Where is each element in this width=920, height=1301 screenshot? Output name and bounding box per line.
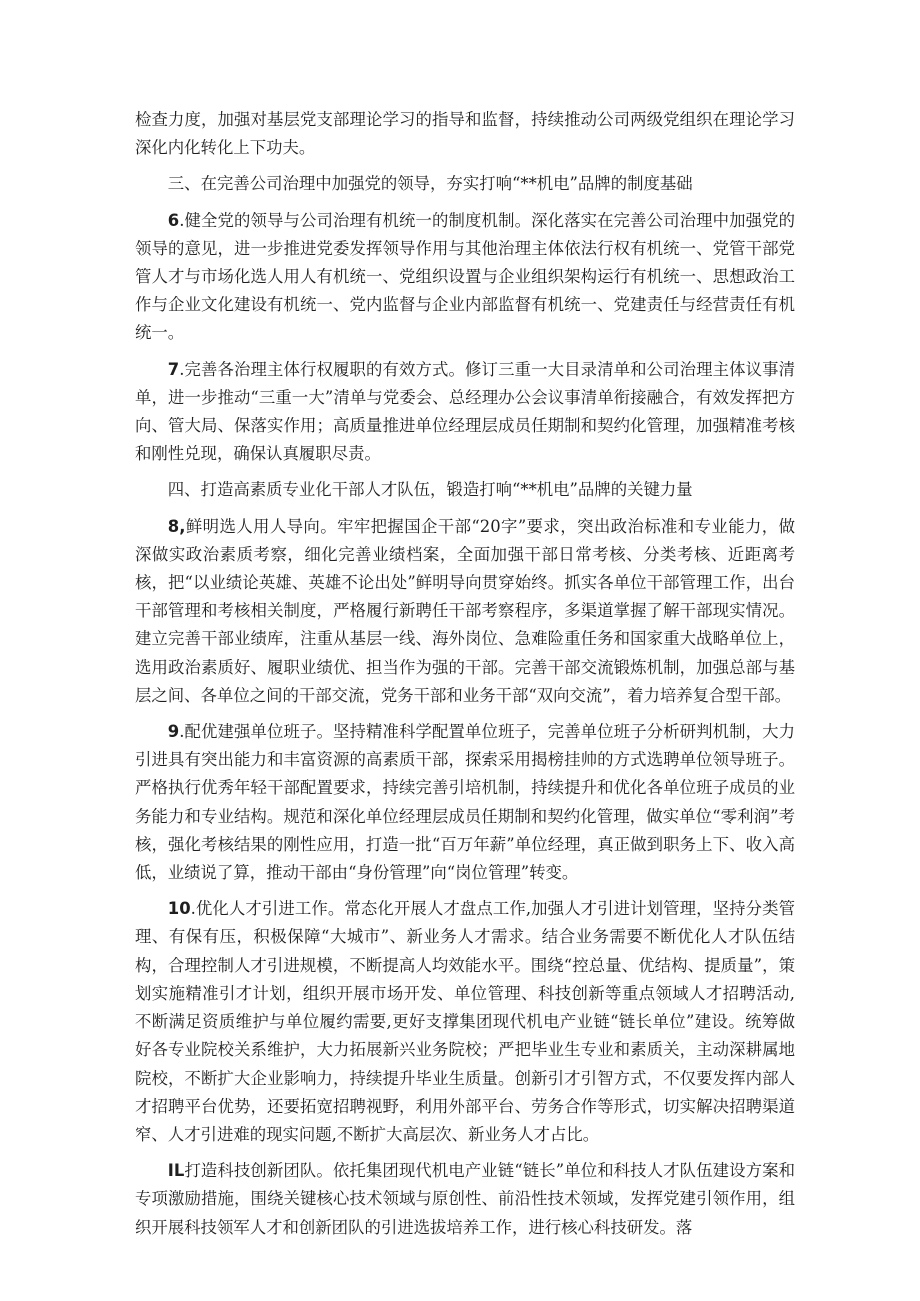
item-9-text: .配优建强单位班子。坚持精准科学配置单位班子，完善单位班子分析研判机制，大力引进具有突出能力和丰富资源的高素质干部，探索采用揭榜挂帅的方式选聘单位领导班子。严格执行优秀年轻干部配置要求，持续完善引培机制，持续提升和优化各单位班子成员的业务能力和专业结构。规范和深化单位经理层成员任期制和契约化管理，做实单位“零利润”考核，强化考核结果的刚性应用，打造一批“百万年薪”单位经理，真正做到职务上下、收入高低，业绩说了算，推动干部由“身份管理”向“岗位管理”转变。 (135, 722, 795, 883)
document-body (135, 106, 795, 1250)
item-8-number: 8, (167, 516, 186, 536)
item-7-paragraph (135, 356, 795, 469)
intro-paragraph: 检查力度，加强对基层党支部理论学习的指导和监督，持续推动公司两级党组织在理论学习深化内化转化上下功夫。 (135, 110, 795, 158)
item-11-text: 打造科技创新团队。依托集团现代机电产业链“链长”单位和科技人才队伍建设方案和专项激励措施，围绕关键核心技术领域与原创性、前沿性技术领域，发挥党建引领作用，组织开展科技领军人才和创新团队的引进选拔培养工作，进行核心科技研发。落 (135, 1161, 795, 1237)
item-8-paragraph (135, 513, 795, 710)
item-7-number: 7 (167, 359, 180, 379)
item-6-text: .健全党的领导与公司治理有机统一的制度机制。深化落实在完善公司治理中加强党的领导的意见，进一步推进党委发挥领导作用与其他治理主体依法行权有机统一、党管干部党管人才与市场化选人用人有机统一、党组织设置与企业组织架构运行有机统一、思想政治工作与企业文化建设有机统一、党内监督与企业内部监督有机统一、党建责任与经营责任有机统一。 (135, 210, 795, 343)
item-6-paragraph (135, 207, 795, 348)
item-8-text: 鲜明选人用人导向。牢牢把握国企干部“20字”要求，突出政治标准和专业能力，做深做实政治素质考察，细化完善业绩档案，全面加强干部日常考核、分类考核、近距离考核，把“以业绩论英雄、英雄不论出处”鲜明导向贯穿始终。抓实各单位干部管理工作，出台干部管理和考核相关制度，严格履行新聘任干部考察程序，多渠道掌握了解干部现实情况。建立完善干部业绩库，注重从基层一线、海外岗位、急难险重任务和国家重大战略单位上，选用政治素质好、履职业绩优、担当作为强的干部。完善干部交流锻炼机制，加强总部与基层之间、各单位之间的干部交流，党务干部和业务干部“双向交流”，着力培养复合型干部。 (135, 516, 795, 705)
item-10-number: 10 (167, 899, 191, 919)
section-3-heading: 三、在完善公司治理中加强党的领导，夯实打响“**机电”品牌的制度基础 (167, 174, 693, 194)
item-10-paragraph (135, 895, 795, 1149)
item-9-number: 9 (167, 722, 180, 742)
item-11-number: IL (167, 1161, 185, 1181)
item-7-text: .完善各治理主体行权履职的有效方式。修订三重一大目录清单和公司治理主体议事清单，进一步推动“三重一大”清单与党委会、总经理办公会议事清单衔接融合，有效发挥把方向、管大局、保落实作用；高质量推进单位经理层成员任期制和契约化管理，加强精准考核和刚性兑现，确保认真履职尽责。 (135, 359, 795, 464)
section-4-heading: 四、打造高素质专业化干部人才队伍，锻造打响“**机电”品牌的关键力量 (167, 480, 693, 500)
item-11-paragraph (135, 1157, 795, 1242)
item-9-paragraph (135, 718, 795, 887)
item-6-number: 6 (167, 210, 180, 230)
item-10-text: .优化人才引进工作。常态化开展人才盘点工作,加强人才引进计划管理，坚持分类管理、有保有压，积极保障“大城市”、新业务人才需求。结合业务需要不断优化人才队伍结构，合理控制人才引进规模，不断提高人均效能水平。围绕“控总量、优结构、提质量”，策划实施精准引才计划，组织开展市场开发、单位管理、科技创新等重点领域人才招聘活动,不断满足资质维护与单位履约需要,更好支撑集团现代机电产业链“链长单位”建设。统筹做好各专业院校关系维护，大力拓展新兴业务院校；严把毕业生专业和素质关，主动深耕属地院校，不断扩大企业影响力，持续提升毕业生质量。创新引才引智方式，不仅要发挥内部人才招聘平台优势，还要拓宽招聘视野，利用外部平台、劳务合作等形式，切实解决招聘渠道窄、人才引进难的现实问题,不断扩大高层次、新业务人才占比。 (135, 899, 795, 1144)
